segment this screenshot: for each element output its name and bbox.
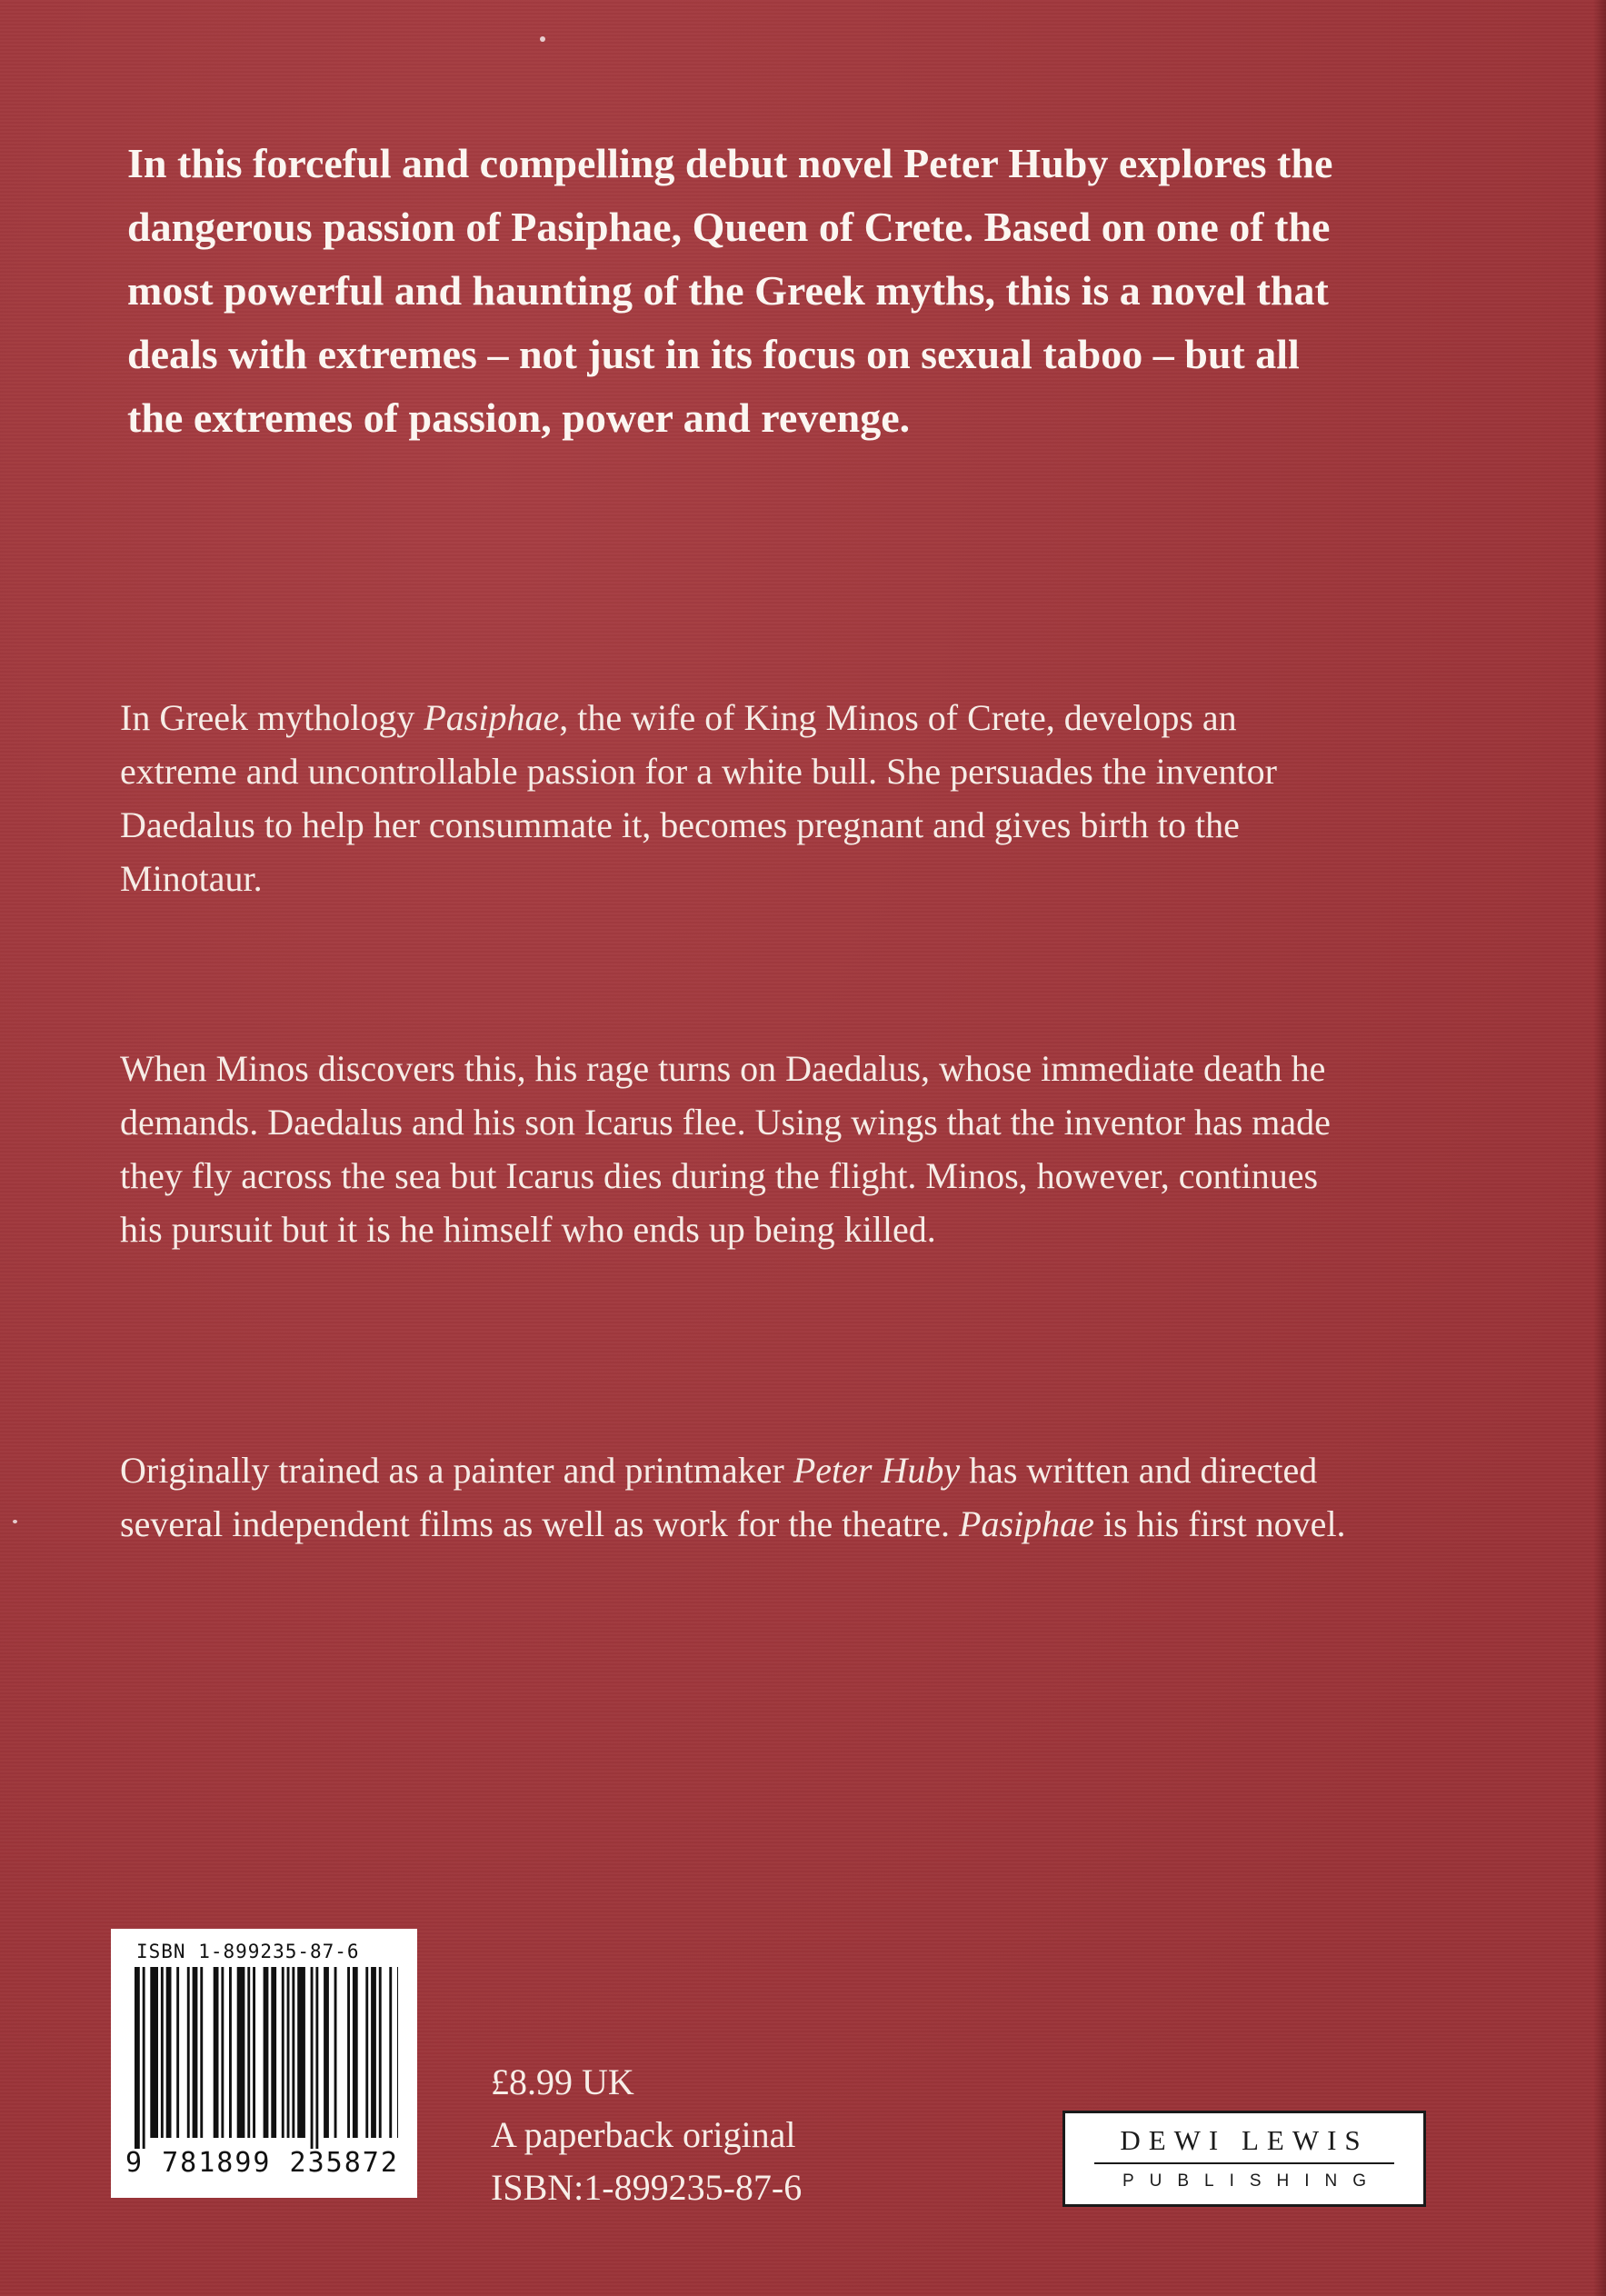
- price-block: [491, 2056, 802, 2214]
- cover-speck: [540, 36, 545, 42]
- barcode-bar: [315, 1967, 318, 2149]
- barcode-bar: [166, 1967, 172, 2138]
- barcode-bar: [282, 1967, 284, 2138]
- isbn-text: ISBN:1-899235-87-6: [491, 2167, 803, 2208]
- cover-speck: [13, 1520, 17, 1523]
- publisher-rule: [1094, 2162, 1394, 2164]
- barcode-isbn-label: ISBN 1-899235-87-6: [136, 1941, 360, 1962]
- barcode-bar: [397, 1967, 398, 2138]
- price: £8.99 UK: [491, 2061, 634, 2102]
- barcode-bar: [389, 1967, 392, 2138]
- synopsis-paragraph-2: When Minos discovers this, his rage turns on Daedalus, whose immediate death he demands. Daedalus and his son Icarus flee. Using wings that the inventor has made they fly across the sea but Icarus dies during the flight. Minos, however, continues his pursuit but it is he himself who ends up being killed.: [120, 1048, 1331, 1250]
- barcode-bar: [247, 1967, 250, 2138]
- barcode-digits: 9 781899 235872: [125, 2147, 399, 2179]
- isbn-barcode: [111, 1929, 417, 2198]
- barcode-bar: [176, 1967, 179, 2138]
- barcode-bar: [200, 1967, 203, 2138]
- barcode-bar: [135, 1967, 140, 2149]
- barcode-bar: [292, 1967, 294, 2138]
- barcode-bar: [221, 1967, 224, 2138]
- barcode-bar: [371, 1967, 376, 2138]
- barcode-bar: [271, 1967, 276, 2138]
- barcode-bar: [353, 1967, 358, 2138]
- publisher-name: DEWI LEWIS: [1120, 2124, 1369, 2156]
- cover-edge-shadow: [1593, 0, 1606, 2296]
- book-title-italic: Pasiphae: [959, 1503, 1094, 1544]
- barcode-bar: [324, 1967, 329, 2138]
- synopsis-paragraph-1: In Greek mythology Pasiphae, the wife of King Minos of Crete, develops an extreme and uncontrollable passion for a white bull. She persuades the inventor Daedalus to help her consummate it, becomes pregnant and gives birth to the Minotaur.: [120, 697, 1277, 899]
- barcode-bar: [347, 1967, 350, 2138]
- book-title-italic: Pasiphae: [424, 697, 560, 738]
- publisher-logo: [1062, 2111, 1426, 2207]
- barcode-bar: [214, 1967, 219, 2138]
- barcode-bar: [253, 1967, 255, 2138]
- barcode-bar: [379, 1967, 382, 2138]
- barcode-bar: [187, 1967, 190, 2138]
- barcode-bar: [311, 1967, 314, 2149]
- barcode-bar: [161, 1967, 164, 2138]
- blurb-text: In this forceful and compelling debut novel Peter Huby explores the dangerous passion of Pasiphae, Queen of Crete. Based on one of the most powerful and haunting of the Greek myths, this is a novel that deals with extremes – not just in its focus on sexual taboo – but all the extremes of passion, power and revenge.: [127, 140, 1333, 441]
- author-bio: Originally trained as a painter and printmaker Peter Huby has written and directed several independent films as well as work for the theatre. Pasiphae is his first novel.: [120, 1450, 1346, 1544]
- publisher-subtitle: PUBLISHING: [1122, 2171, 1382, 2191]
- barcode-bar: [229, 1967, 232, 2138]
- barcode-bar: [287, 1967, 290, 2138]
- barcode-bar: [365, 1967, 368, 2138]
- barcode-bar: [143, 1967, 145, 2149]
- barcode-bar: [193, 1967, 198, 2138]
- format-note: A paperback original: [491, 2114, 796, 2155]
- author-name-italic: Peter Huby: [793, 1450, 961, 1491]
- barcode-bar: [334, 1967, 337, 2138]
- barcode-bar: [150, 1967, 158, 2138]
- barcode-bars: [135, 1967, 398, 2149]
- barcode-bar: [237, 1967, 245, 2138]
- barcode-bar: [297, 1967, 305, 2138]
- barcode-bar: [264, 1967, 269, 2138]
